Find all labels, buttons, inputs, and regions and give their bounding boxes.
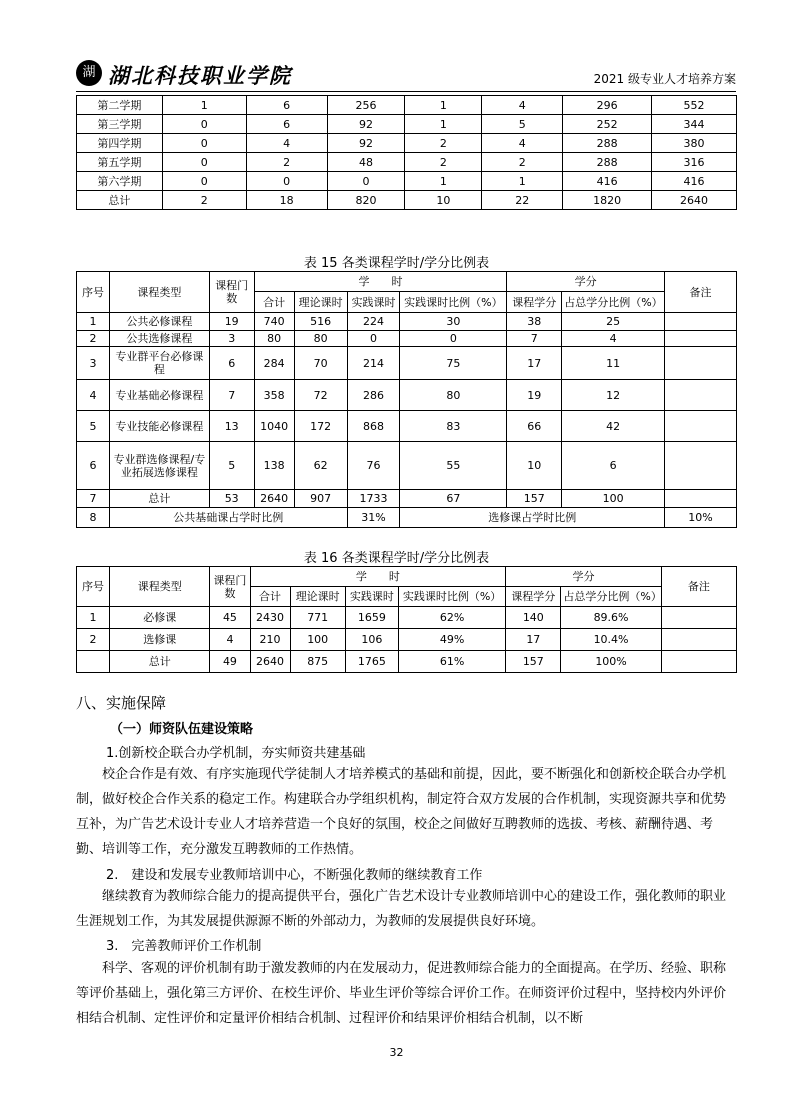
t15-cell: 224 — [347, 313, 400, 331]
semester-cell: 18 — [246, 191, 327, 210]
t15-cell: 284 — [254, 347, 294, 380]
t15-cell: 740 — [254, 313, 294, 331]
t16-cell: 100% — [561, 651, 661, 673]
subsection-title: （一）师资队伍建设策略 — [110, 722, 254, 737]
t15-cell: 专业群选修课程/专业拓展选修课程 — [109, 442, 209, 490]
t15-cell: 4 — [77, 380, 110, 411]
semester-cell: 316 — [652, 153, 737, 172]
table15-caption: 表 15 各类课程学时/学分比例表 — [303, 256, 490, 271]
semester-cell: 288 — [563, 134, 652, 153]
t15-header-remark: 备注 — [665, 272, 737, 313]
semester-cell: 92 — [327, 115, 405, 134]
t16-cell: 140 — [506, 607, 561, 629]
semester-cell: 5 — [482, 115, 563, 134]
t16-header-practice-ratio: 实践课时比例（%） — [398, 587, 505, 607]
semester-cell: 6 — [246, 115, 327, 134]
t15-cell: 19 — [507, 380, 562, 411]
t15-cell: 157 — [507, 490, 562, 508]
semester-cell: 416 — [652, 172, 737, 191]
semester-row — [77, 153, 737, 172]
t16-cell: 157 — [506, 651, 561, 673]
t16-cell: 10.4% — [561, 629, 661, 651]
semester-cell: 288 — [563, 153, 652, 172]
t15-header-credits: 学分 — [507, 272, 665, 292]
item3-paragraph — [76, 956, 738, 1031]
t15-cell: 66 — [507, 411, 562, 442]
t15-cell: 214 — [347, 347, 400, 380]
t16-cell: 210 — [250, 629, 290, 651]
t15-cell: 6 — [77, 442, 110, 490]
semester-cell: 92 — [327, 134, 405, 153]
t15-footer-public-value: 31% — [347, 508, 400, 528]
t15-row — [77, 411, 737, 442]
school-logo-icon: 湖 — [76, 60, 102, 86]
item1-paragraph — [76, 762, 738, 862]
t16-header-credit-ratio: 占总学分比例（%） — [561, 587, 661, 607]
t15-footer-seq: 8 — [77, 508, 110, 528]
t15-cell: 172 — [294, 411, 347, 442]
t16-header-theory: 理论课时 — [290, 587, 345, 607]
t15-cell: 358 — [254, 380, 294, 411]
t16-cell: 必修课 — [110, 607, 210, 629]
t16-cell: 2 — [77, 629, 110, 651]
t15-cell: 4 — [562, 331, 665, 347]
t15-cell: 25 — [562, 313, 665, 331]
t16-cell: 1 — [77, 607, 110, 629]
t16-header-count: 课程门数 — [210, 567, 250, 607]
t15-cell: 19 — [209, 313, 254, 331]
page-number: 32 — [389, 1046, 404, 1059]
t15-cell: 1040 — [254, 411, 294, 442]
t15-cell: 6 — [209, 347, 254, 380]
semester-cell: 2 — [162, 191, 246, 210]
header-divider — [76, 91, 736, 92]
semester-cell: 252 — [563, 115, 652, 134]
semester-row — [77, 96, 737, 115]
t15-cell: 6 — [562, 442, 665, 490]
t15-header-total: 合计 — [254, 292, 294, 313]
t15-cell: 62 — [294, 442, 347, 490]
t15-cell: 100 — [562, 490, 665, 508]
semester-cell: 0 — [327, 172, 405, 191]
t15-cell: 75 — [400, 347, 507, 380]
semester-row — [77, 115, 737, 134]
semester-cell: 2640 — [652, 191, 737, 210]
t15-cell: 868 — [347, 411, 400, 442]
semester-cell: 1 — [405, 96, 482, 115]
t15-row — [77, 442, 737, 490]
item3-text: 科学、客观的评价机制有助于激发教师的内在发展动力，促进教师综合能力的全面提高。在学历、经验、职称等评价基础上，强化第三方评价、在校生评价、毕业生评价等综合评价工作。在师资评价过程中，坚持校内外评价相结合机制、定性评价和定量评价相结合机制、过程评价和结果评价相结合机制，以不断 — [76, 961, 727, 1026]
semester-cell: 0 — [162, 172, 246, 191]
t16-cell: 89.6% — [561, 607, 661, 629]
t15-row — [77, 490, 737, 508]
semester-cell: 第六学期 — [77, 172, 163, 191]
item2-title: 2. 建设和发展专业教师培训中心，不断强化教师的继续教育工作 — [106, 868, 483, 883]
semester-cell: 380 — [652, 134, 737, 153]
semester-cell: 第三学期 — [77, 115, 163, 134]
t15-cell: 72 — [294, 380, 347, 411]
item2-paragraph — [76, 884, 738, 934]
t15-cell: 专业群平台必修课程 — [109, 347, 209, 380]
semester-cell: 1820 — [563, 191, 652, 210]
t15-cell: 17 — [507, 347, 562, 380]
t15-cell: 38 — [507, 313, 562, 331]
t16-header-practice: 实践课时 — [345, 587, 398, 607]
t15-cell: 专业技能必修课程 — [109, 411, 209, 442]
semester-cell: 1 — [482, 172, 563, 191]
t15-cell: 80 — [294, 331, 347, 347]
semester-cell: 1 — [405, 172, 482, 191]
t16-header-credits: 学分 — [506, 567, 661, 587]
t15-cell: 2640 — [254, 490, 294, 508]
t16-cell: 1659 — [345, 607, 398, 629]
t16-cell: 4 — [210, 629, 250, 651]
item2-text: 继续教育为教师综合能力的提高提供平台，强化广告艺术设计专业教师培训中心的建设工作，强化教师的职业生涯规划工作，为其发展提供源源不断的外部动力，为教师的发展提供良好环境。 — [76, 889, 727, 929]
semester-cell: 2 — [482, 153, 563, 172]
t15-cell: 总计 — [109, 490, 209, 508]
t15-cell: 1733 — [347, 490, 400, 508]
t15-header-count: 课程门数 — [209, 272, 254, 313]
t16-cell: 62% — [398, 607, 505, 629]
item1-text: 校企合作是有效、有序实施现代学徒制人才培养模式的基础和前提，因此，要不断强化和创新校企联合办学机制，做好校企合作关系的稳定工作。构建联合办学组织机构，制定符合双方发展的合作机制，实现资源共享和优势互补，为广告艺术设计专业人才培养营造一个良好的氛围，校企之间做好互聘教师的选拔、考核、薪酬待遇、考勤、培训等工作，充分激发互聘教师的工作热情。 — [76, 767, 727, 857]
semester-cell: 总计 — [77, 191, 163, 210]
t15-cell: 13 — [209, 411, 254, 442]
t15-cell: 0 — [347, 331, 400, 347]
t15-remark-cell — [665, 313, 737, 331]
semester-cell: 1 — [405, 115, 482, 134]
t16-header-total: 合计 — [250, 587, 290, 607]
t15-cell: 7 — [209, 380, 254, 411]
t15-header-credit-ratio: 占总学分比例（%） — [562, 292, 665, 313]
t16-cell: 1765 — [345, 651, 398, 673]
t15-cell: 80 — [400, 380, 507, 411]
t16-header-course-credits: 课程学分 — [506, 587, 561, 607]
semester-cell: 4 — [482, 96, 563, 115]
semester-cell: 第二学期 — [77, 96, 163, 115]
t16-cell: 17 — [506, 629, 561, 651]
semester-cell: 第五学期 — [77, 153, 163, 172]
t15-row — [77, 347, 737, 380]
t15-cell: 7 — [507, 331, 562, 347]
semester-cell: 416 — [563, 172, 652, 191]
t15-cell: 286 — [347, 380, 400, 411]
t15-cell: 7 — [77, 490, 110, 508]
semester-cell: 2 — [246, 153, 327, 172]
semester-cell: 2 — [405, 153, 482, 172]
t16-cell: 49 — [210, 651, 250, 673]
semester-cell: 0 — [246, 172, 327, 191]
semester-cell: 1 — [162, 96, 246, 115]
t16-header-hours: 学 时 — [250, 567, 506, 587]
t15-cell: 公共选修课程 — [109, 331, 209, 347]
page-header — [76, 58, 736, 92]
table16 — [76, 566, 737, 673]
semester-cell: 第四学期 — [77, 134, 163, 153]
t15-remark-cell — [665, 411, 737, 442]
t15-cell: 11 — [562, 347, 665, 380]
semester-cell: 4 — [482, 134, 563, 153]
semester-row — [77, 172, 737, 191]
document-title: 2021 级专业人才培养方案 — [593, 72, 736, 86]
semester-cell: 0 — [162, 115, 246, 134]
t16-cell: 106 — [345, 629, 398, 651]
semester-row — [77, 191, 737, 210]
t15-cell: 70 — [294, 347, 347, 380]
school-name: 湖北科技职业学院 — [108, 63, 292, 88]
item1-title: 1.创新校企联合办学机制，夯实师资共建基础 — [106, 746, 366, 761]
t16-cell: 2430 — [250, 607, 290, 629]
semester-cell: 4 — [246, 134, 327, 153]
semester-cell: 6 — [246, 96, 327, 115]
t15-cell: 907 — [294, 490, 347, 508]
table15 — [76, 271, 737, 528]
t15-cell: 公共必修课程 — [109, 313, 209, 331]
t16-cell: 100 — [290, 629, 345, 651]
t15-footer-elective-value: 10% — [665, 508, 737, 528]
semester-cell: 296 — [563, 96, 652, 115]
semester-cell: 256 — [327, 96, 405, 115]
t16-cell: 45 — [210, 607, 250, 629]
t15-remark-cell — [665, 442, 737, 490]
t15-remark-cell — [665, 347, 737, 380]
section-title: 八、实施保障 — [76, 694, 167, 712]
item3-title: 3. 完善教师评价工作机制 — [106, 939, 262, 954]
t15-cell: 0 — [400, 331, 507, 347]
t16-cell: 2640 — [250, 651, 290, 673]
t16-header-type: 课程类型 — [110, 567, 210, 607]
semester-cell: 10 — [405, 191, 482, 210]
t16-cell: 49% — [398, 629, 505, 651]
semester-cell: 0 — [162, 134, 246, 153]
t15-row — [77, 313, 737, 331]
t16-header-remark: 备注 — [661, 567, 736, 607]
t16-remark-cell — [661, 651, 736, 673]
t15-footer-elective-label: 选修课占学时比例 — [400, 508, 665, 528]
semester-cell: 552 — [652, 96, 737, 115]
semester-cell: 2 — [405, 134, 482, 153]
t16-cell — [77, 651, 110, 673]
t16-cell: 61% — [398, 651, 505, 673]
t15-footer-public-label: 公共基础课占学时比例 — [109, 508, 347, 528]
t15-cell: 3 — [77, 347, 110, 380]
t15-remark-cell — [665, 331, 737, 347]
t15-header-practice: 实践课时 — [347, 292, 400, 313]
t15-remark-cell — [665, 490, 737, 508]
t15-header-practice-ratio: 实践课时比例（%） — [400, 292, 507, 313]
t15-header-theory: 理论课时 — [294, 292, 347, 313]
t15-cell: 2 — [77, 331, 110, 347]
t15-cell: 80 — [254, 331, 294, 347]
t16-cell: 选修课 — [110, 629, 210, 651]
t16-row — [77, 651, 737, 673]
t15-cell: 516 — [294, 313, 347, 331]
t16-row — [77, 629, 737, 651]
semester-cell: 344 — [652, 115, 737, 134]
t15-header-type: 课程类型 — [109, 272, 209, 313]
t15-row — [77, 380, 737, 411]
t15-header-seq: 序号 — [77, 272, 110, 313]
semester-cell: 22 — [482, 191, 563, 210]
t16-row — [77, 607, 737, 629]
t15-cell: 10 — [507, 442, 562, 490]
t16-remark-cell — [661, 629, 736, 651]
t15-cell: 42 — [562, 411, 665, 442]
t15-cell: 53 — [209, 490, 254, 508]
t15-header-course-credits: 课程学分 — [507, 292, 562, 313]
t16-remark-cell — [661, 607, 736, 629]
t15-cell: 76 — [347, 442, 400, 490]
semester-cell: 48 — [327, 153, 405, 172]
t15-header-hours: 学 时 — [254, 272, 507, 292]
table16-caption: 表 16 各类课程学时/学分比例表 — [303, 551, 490, 566]
t15-cell: 专业基础必修课程 — [109, 380, 209, 411]
t15-cell: 83 — [400, 411, 507, 442]
t15-cell: 138 — [254, 442, 294, 490]
t15-cell: 67 — [400, 490, 507, 508]
semester-hours-table — [76, 95, 737, 210]
t15-cell: 5 — [77, 411, 110, 442]
semester-cell: 0 — [162, 153, 246, 172]
t15-cell: 5 — [209, 442, 254, 490]
t15-row — [77, 331, 737, 347]
t15-cell: 1 — [77, 313, 110, 331]
t15-cell: 30 — [400, 313, 507, 331]
t15-cell: 3 — [209, 331, 254, 347]
t15-cell: 55 — [400, 442, 507, 490]
t16-cell: 总计 — [110, 651, 210, 673]
t16-cell: 771 — [290, 607, 345, 629]
t15-remark-cell — [665, 380, 737, 411]
t16-cell: 875 — [290, 651, 345, 673]
semester-cell: 820 — [327, 191, 405, 210]
semester-row — [77, 134, 737, 153]
t16-header-seq: 序号 — [77, 567, 110, 607]
t15-cell: 12 — [562, 380, 665, 411]
